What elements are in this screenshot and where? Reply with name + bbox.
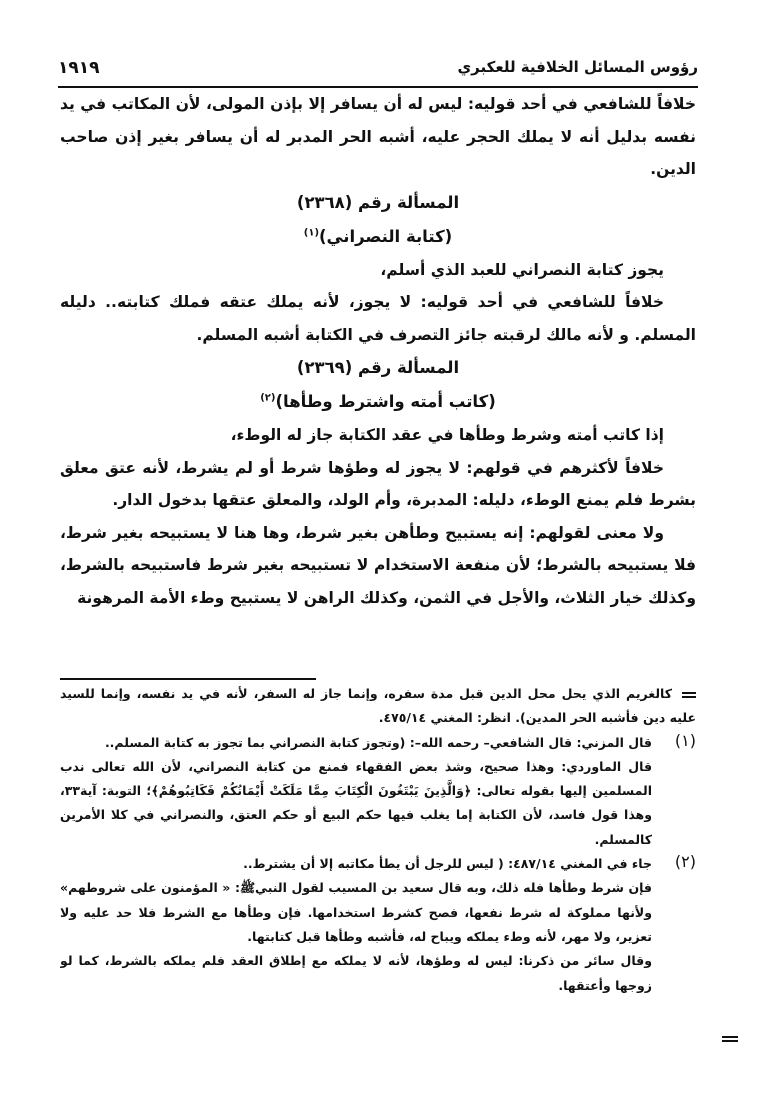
- footnote-2-line2: فإن شرط وطأها فله ذلك، وبه قال سعيد بن المسيب لقول النبيﷺ: « المؤمنون على شروطهم» ولأنها مملوكة له شرط نفعها، فصح كشرط استخدامها. فإن وطأها مع الشرط فلا حد عليه ولا تعزير، ولا مهر، لأنه وطء يملكه ويباح له، فأشبه وطأها قبل كتابتها.: [60, 880, 652, 944]
- footnote-1-line1: قال المزني: قال الشافعي– رحمه الله–: (وتجوز كتابة النصراني بما تجوز به كتابة المسلم..: [104, 734, 652, 750]
- footnote-rule: [60, 678, 316, 680]
- paragraph-dissent-2369: خلافاً لأكثرهم في قولهم: لا يجوز له وطؤها شرط أو لم يشرط، لأنه عتق معلق بشرط فلم يمنع الوطء، دليله: المدبرة، وأم الولد، والمعلق عتقها بدخول الدار.: [60, 458, 696, 509]
- footnote-ref-2[interactable]: (٢): [260, 392, 276, 404]
- question-2368-subtitle-line: [60, 220, 696, 254]
- question-2369-subtitle: (كاتب أمته واشترط وطأها): [275, 392, 496, 411]
- paragraph-dissent-2368: خلافاً للشافعي في أحد قوليه: لا يجوز، لأنه يملك عتقه فملك كتابته.. دليله المسلم. و لأنه مالك لرقبته جائز التصرف في الكتابة أشبه المسلم.: [60, 293, 696, 344]
- footnote-2-line1: جاء في المغني ٤٨٧/١٤: ( ليس للرجل أن يطأ مكاتبه إلا أن يشترط..: [243, 856, 652, 872]
- question-2368-subtitle: (كتابة النصراني): [319, 226, 453, 246]
- footnote-2-mark: (٢): [674, 852, 696, 872]
- paragraph-ruling-2369: إذا كاتب أمته وشرط وطأها في عقد الكتابة جاز له الوطء،: [230, 426, 664, 444]
- running-title: رؤوس المسائل الخلافية للعكبري: [457, 58, 698, 76]
- continues-mark: [722, 1036, 738, 1042]
- paragraph-rebuttal-2369: ولا معنى لقولهم: إنه يستبيح وطأهن بغير شرط، وها هنا لا يستبيحه بغير شرط، فلا يستبيحه بالشرط؛ لأن منفعة الاستخدام لا تستبيحه بغير شرط فاستبيحه بالشرط، وكذلك خيار الثلاث، والأجل في الثمن، وكذلك الراهن لا يستبيح وطء الأمة المرهونة: [60, 523, 696, 607]
- paragraph-ruling-2368: يجوز كتابة النصراني للعبد الذي أسلم،: [380, 260, 664, 279]
- footnote-1-mark: (١): [674, 730, 696, 750]
- footnote-continuation: [60, 682, 696, 731]
- question-2369-subtitle-line: [60, 385, 696, 419]
- footnote-ref-1[interactable]: (١): [303, 227, 320, 238]
- footnote-2: [60, 852, 696, 998]
- footnote-continuation-text: كالغريم الذي يحل محل الدين قبل مدة سفره، وإنما جاز له السفر، لأنه في يد نفسه، وإنما للسيد عليه دين فأشبه الحر المدين). انظر: المغني ٤٧٥/١٤.: [60, 686, 696, 726]
- footnotes: [60, 682, 696, 1062]
- running-header: [58, 58, 698, 88]
- question-2368-title: المسألة رقم (٢٣٦٨): [296, 192, 460, 212]
- footnote-1: [60, 731, 696, 852]
- footnote-1-line2: قال الماوردي: وهذا صحيح، وشذ بعض الفقهاء فمنع من كتابة النصراني، لأن الله تعالى ندب المسلمين إليها بقوله تعالى: ﴿وَالَّذِينَ يَبْتَغُونَ الْكِتَابَ مِمَّا مَلَكَتْ أَيْمَانُكُمْ فَكَاتِبُوهُمْ﴾؛ التوبة: آية٣٣، وهذا قول فاسد، لأن الكتابة إما يغلب فيها حكم البيع أو حكم العتق، والنصراني في كلا الأمرين كالمسلم.: [60, 758, 652, 847]
- continuation-mark: [682, 692, 696, 698]
- main-text: [60, 88, 696, 658]
- paragraph-continuation: خلافاً للشافعي في أحد قوليه: ليس له أن يسافر إلا بإذن المولى، لأن المكاتب في يد نفسه بدليل أنه لا يملك الحجر عليه، أشبه الحر المدبر له أن يسافر بغير إذن صاحب الدين.: [60, 95, 696, 178]
- footnote-2-line3: وقال سائر من ذكرنا: ليس له وطؤها، لأنه لا يملكه مع إطلاق العقد فلم يملكه بالشرط، كما لو زوجها وأعتقها.: [60, 953, 652, 993]
- page-number: ١٩١٩: [58, 58, 100, 78]
- question-2369-title: المسألة رقم (٢٣٦٩): [296, 358, 460, 377]
